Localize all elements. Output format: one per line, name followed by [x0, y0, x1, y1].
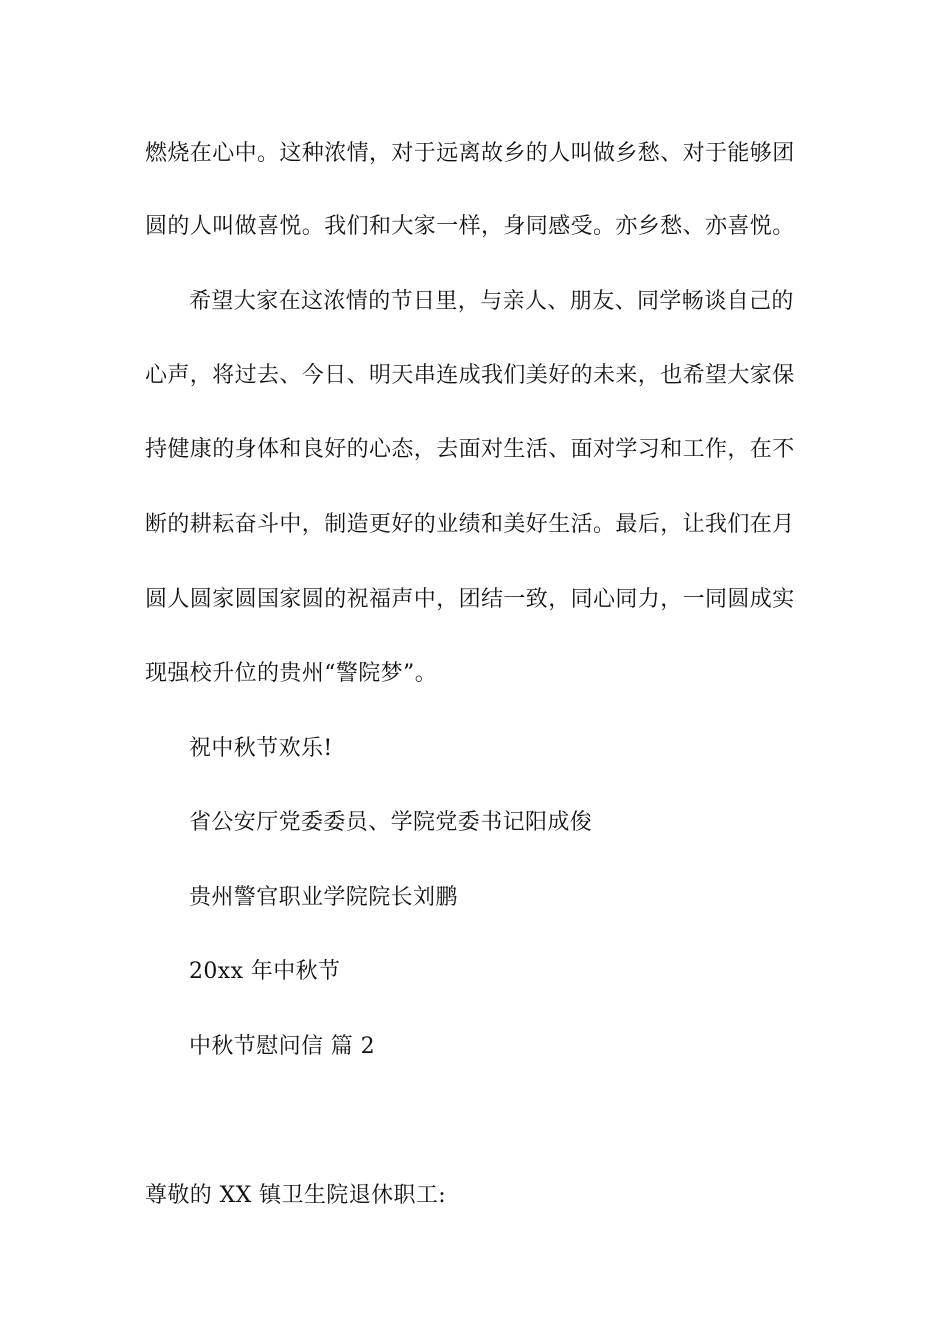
paragraph-line: 圆人圆家圆国家圆的祝福声中，团结一致，同心同力，一同圆成实 — [145, 587, 795, 612]
salutation: 尊敬的 XX 镇卫生院退休职工: — [145, 1183, 447, 1208]
signature-president: 贵州警官职业学院院长刘鹏 — [189, 885, 458, 910]
paragraph-line: 燃烧在心中。这种浓情，对于远离故乡的人叫做乡愁、对于能够团 — [145, 141, 795, 166]
paragraph-line: 圆的人叫做喜悦。我们和大家一样，身同感受。亦乡愁、亦喜悦。 — [145, 214, 795, 239]
paragraph-line: 持健康的身体和良好的心态，去面对生活、面对学习和工作，在不 — [145, 437, 795, 462]
paragraph-line: 现强校升位的贵州“警院梦”。 — [145, 661, 438, 686]
date-line: 20xx 年中秋节 — [189, 959, 341, 984]
paragraph-line: 心声，将过去、今日、明天串连成我们美好的未来，也希望大家保 — [145, 363, 795, 388]
signature-secretary: 省公安厅党委委员、学院党委书记阳成俊 — [189, 810, 593, 835]
paragraph-line: 希望大家在这浓情的节日里，与亲人、朋友、同学畅谈自己的 — [189, 289, 794, 314]
greeting: 祝中秋节欢乐! — [189, 736, 333, 761]
section-title: 中秋节慰问信 篇 2 — [189, 1034, 375, 1059]
paragraph-line: 断的耕耘奋斗中，制造更好的业绩和美好生活。最后，让我们在月 — [145, 512, 795, 537]
